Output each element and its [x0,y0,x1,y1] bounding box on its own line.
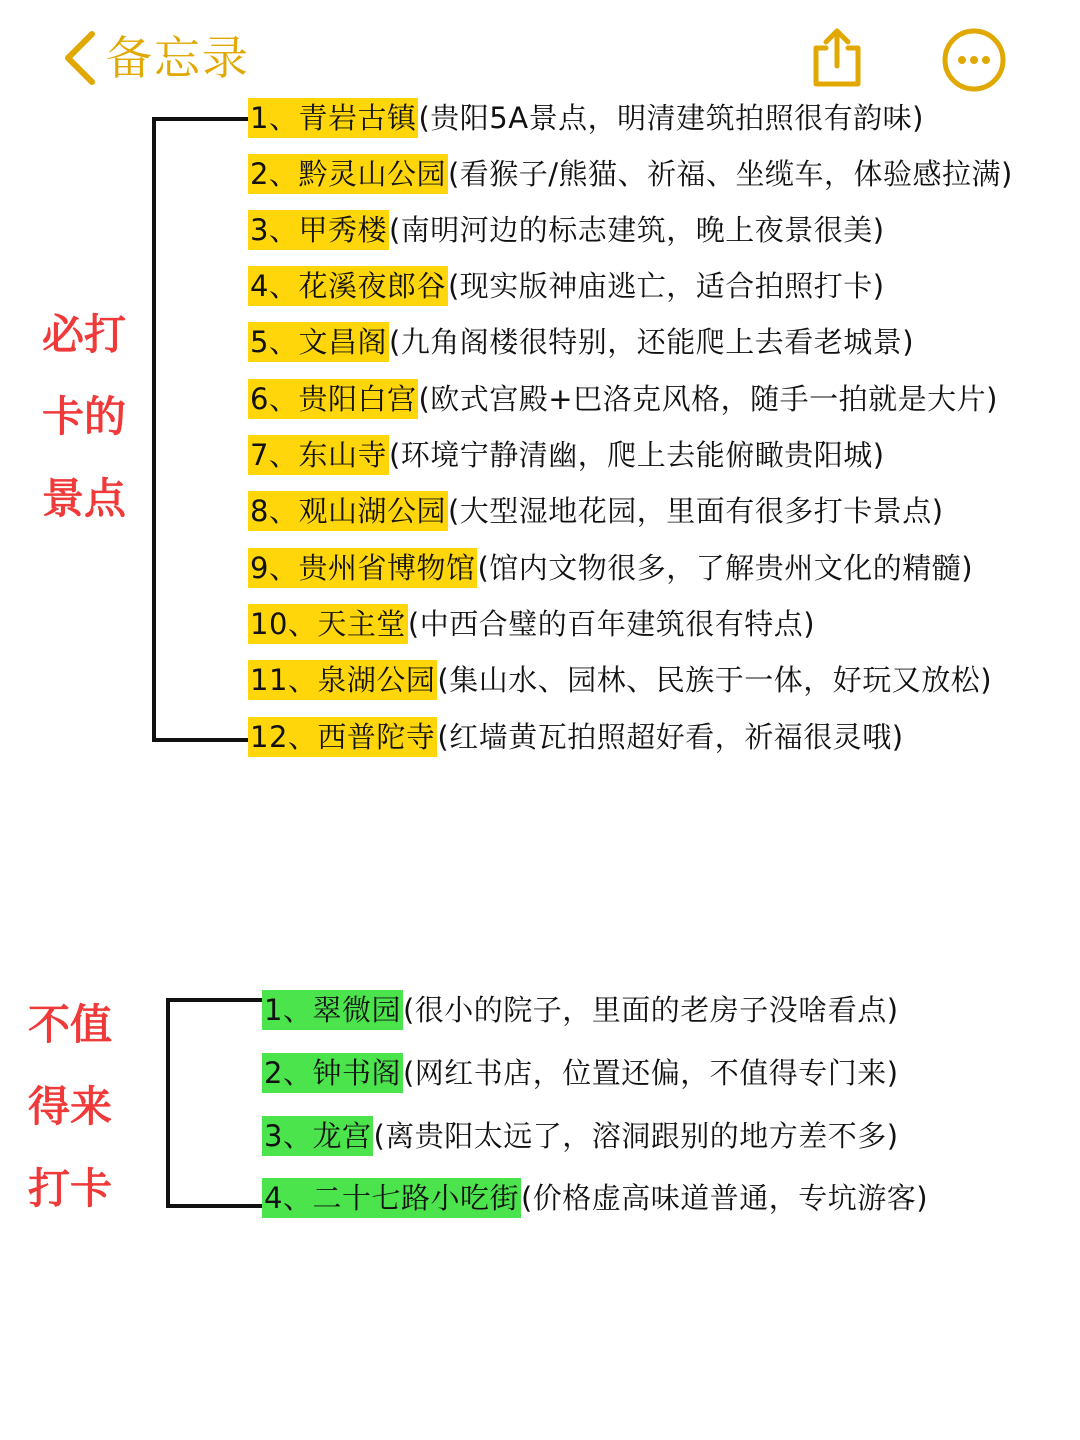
list-item [262,1053,899,1093]
item-name: 翠微园 [312,993,401,1027]
list-item [248,98,924,138]
item-name: 二十七路小吃街 [312,1181,519,1215]
item-name: 贵州省博物馆 [298,551,476,585]
item-number: 7、 [250,438,299,472]
list-item [262,1178,928,1218]
section-label-recommended [42,294,126,540]
item-number: 11、 [250,663,318,697]
item-number: 2、 [264,1056,313,1090]
list-item [248,717,904,757]
item-highlight [248,604,408,644]
list-item [248,379,998,419]
bracket-recommended [152,117,252,742]
item-highlight [262,1116,373,1156]
item-desc: (很小的院子，里面的老房子没啥看点) [402,993,899,1027]
item-highlight [262,990,403,1030]
item-highlight [262,1178,521,1218]
item-desc: (看猴子/熊猫、祈福、坐缆车，体验感拉满) [447,157,1013,191]
item-name: 文昌阁 [298,325,387,359]
bracket-not-worth [166,998,264,1208]
item-desc: (环境宁静清幽，爬上去能俯瞰贵阳城) [388,438,885,472]
item-name: 贵阳白宫 [298,382,417,416]
item-highlight [248,717,437,757]
item-name: 龙宫 [312,1119,372,1153]
item-desc: (集山水、园林、民族于一体，好玩又放松) [437,663,993,697]
item-desc: (九角阁楼很特别，还能爬上去看老城景) [388,325,915,359]
item-highlight [248,660,437,700]
item-number: 4、 [264,1181,313,1215]
item-highlight [248,322,389,362]
item-highlight [262,1053,403,1093]
item-name: 青岩古镇 [298,101,417,135]
item-desc: (大型湿地花园，里面有很多打卡景点) [447,494,944,528]
list-item [262,1116,899,1156]
list-item [248,604,815,644]
item-name: 西普陀寺 [317,720,436,754]
item-desc: (网红书店，位置还偏，不值得专门来) [402,1056,899,1090]
item-highlight [248,491,448,531]
item-number: 2、 [250,157,299,191]
more-dots-icon [940,26,1008,94]
item-number: 5、 [250,325,299,359]
item-highlight [248,435,389,475]
item-desc: (欧式宫殿+巴洛克风格，随手一拍就是大片) [418,382,998,416]
item-desc: (现实版神庙逃亡，适合拍照打卡) [447,269,885,303]
item-number: 10、 [250,607,318,641]
share-button[interactable] [806,26,868,90]
item-number: 9、 [250,551,299,585]
back-label: 备忘录 [106,31,250,85]
item-desc: (价格虚高味道普通，专坑游客) [520,1181,929,1215]
item-number: 1、 [250,101,299,135]
section-label-line: 卡的 [42,392,127,441]
item-number: 12、 [250,720,318,754]
item-desc: (红墙黄瓦拍照超好看，祈福很灵哦) [437,720,904,754]
section-label-line: 得来 [28,1082,113,1131]
item-highlight [248,266,448,306]
item-number: 6、 [250,382,299,416]
list-item [248,266,885,306]
item-number: 8、 [250,494,299,528]
section-label-line: 不值 [28,1000,113,1049]
item-desc: (离贵阳太远了，溶洞跟别的地方差不多) [373,1119,899,1153]
item-highlight [248,98,418,138]
back-button[interactable] [60,26,250,90]
nav-bar [0,0,1080,110]
item-number: 4、 [250,269,299,303]
list-item [248,210,885,250]
item-name: 观山湖公园 [298,494,446,528]
section-label-line: 景点 [42,474,127,523]
list-item [248,491,944,531]
list-item [248,322,914,362]
item-name: 黔灵山公园 [298,157,446,191]
item-number: 1、 [264,993,313,1027]
list-item [262,990,899,1030]
section-label-line: 必打 [42,310,127,359]
item-desc: (贵阳5A景点，明清建筑拍照很有韵味) [418,101,924,135]
list-item [248,548,973,588]
item-desc: (南明河边的标志建筑，晚上夜景很美) [388,213,885,247]
section-label-line: 打卡 [28,1164,113,1213]
section-label-not-worth [28,984,112,1230]
item-name: 东山寺 [298,438,387,472]
item-name: 泉湖公园 [317,663,436,697]
list-item [248,154,1013,194]
item-number: 3、 [264,1119,313,1153]
item-name: 甲秀楼 [298,213,387,247]
list-item [248,435,885,475]
item-name: 天主堂 [317,607,406,641]
share-icon [806,26,868,90]
item-desc: (中西合璧的百年建筑很有特点) [407,607,816,641]
item-name: 花溪夜郎谷 [298,269,446,303]
more-button[interactable] [940,26,1008,94]
item-number: 3、 [250,213,299,247]
item-desc: (馆内文物很多，了解贵州文化的精髓) [477,551,974,585]
list-item [248,660,992,700]
chevron-left-icon [60,28,100,88]
item-highlight [248,210,389,250]
item-highlight [248,154,448,194]
item-name: 钟书阁 [312,1056,401,1090]
item-highlight [248,379,418,419]
item-highlight [248,548,477,588]
